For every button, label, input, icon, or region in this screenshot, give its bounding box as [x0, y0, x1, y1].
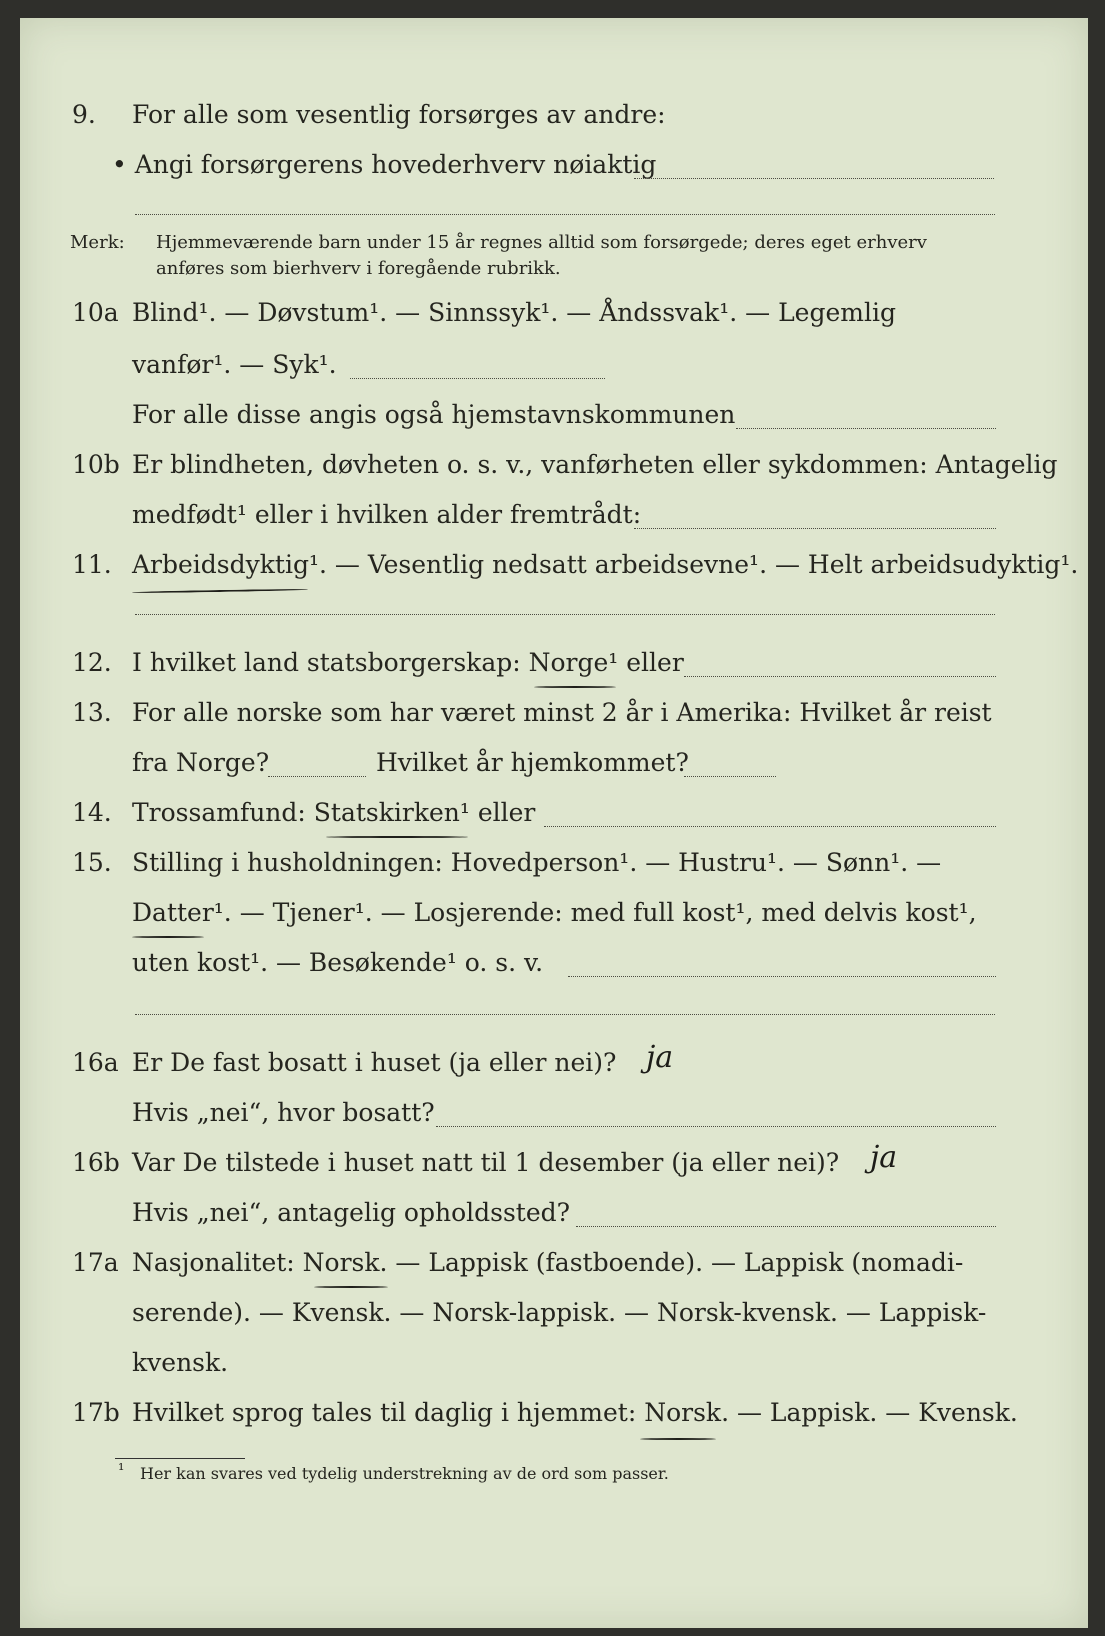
q17a-text-2: serende). — Kvensk. — Norsk-lappisk. — Norsk-kvensk. — Lappisk-	[132, 1298, 987, 1327]
q16a-line-2	[20, 1098, 1088, 1138]
q10a-text-1: Blind¹. — Døvstum¹. — Sinnssyk¹. — Åndssvak¹. — Legemlig	[132, 298, 896, 327]
q16a-line-1	[20, 1040, 1088, 1088]
q13-text-2b: Hvilket år hjemkommet?	[376, 748, 689, 777]
q10a-number: 10a	[72, 298, 119, 327]
q9-line-1	[20, 100, 1088, 140]
footnote	[20, 1460, 1088, 1504]
q16b-number: 16b	[72, 1148, 120, 1177]
q16b-text-1: Var De tilstede i huset natt til 1 desember (ja eller nei)?	[132, 1148, 840, 1177]
merk-line-2	[20, 258, 1088, 298]
q11-number: 11.	[72, 550, 112, 579]
q10a-text-2: vanfør¹. — Syk¹.	[132, 350, 337, 379]
q9-line-2	[20, 150, 1088, 190]
q17b-line-1	[20, 1398, 1088, 1438]
q13-text-2a: fra Norge?	[132, 748, 270, 777]
q10b-line-1	[20, 450, 1088, 490]
q13-line-1	[20, 698, 1088, 738]
q13-departure-year-field[interactable]	[268, 776, 366, 777]
q10a-line-3	[20, 400, 1088, 440]
q10b-text-1: Er blindheten, døvheten o. s. v., vanførheten eller sykdommen: Antagelig	[132, 450, 1058, 479]
q16b-whereabouts-field[interactable]	[576, 1226, 996, 1227]
q17b-handwritten-underline	[640, 1438, 716, 1440]
q10b-line-2	[20, 500, 1088, 540]
q15-line-1	[20, 848, 1088, 888]
q13-number: 13.	[72, 698, 112, 727]
q10b-answer-field[interactable]	[634, 528, 996, 529]
footnote-text: Her kan svares ved tydelig understrekning av de ord som passer.	[140, 1464, 669, 1483]
q13-line-2	[20, 748, 1088, 788]
q14-text-1: Trossamfund: Statskirken¹ eller	[132, 798, 536, 827]
q17a-line-3	[20, 1348, 1088, 1388]
q17a-number: 17a	[72, 1248, 119, 1277]
q9-text-1: For alle som vesentlig forsørges av andre:	[132, 100, 666, 129]
footnote-mark: ¹	[118, 1460, 125, 1479]
q9-extra-field[interactable]	[135, 214, 995, 215]
q14-answer-field[interactable]	[544, 826, 996, 827]
q13-return-year-field[interactable]	[684, 776, 776, 777]
q15-text-3: uten kost¹. — Besøkende¹ o. s. v.	[132, 948, 544, 977]
q12-text-1: I hvilket land statsborgerskap: Norge¹ eller	[132, 648, 684, 677]
q9-text-2: • Angi forsørgerens hovederhverv nøiaktig	[112, 150, 657, 179]
merk-text-2: anføres som bierhverv i foregående rubrikk.	[156, 258, 561, 279]
q17a-handwritten-underline	[314, 1286, 388, 1288]
q14-handwritten-underline	[326, 836, 468, 838]
q14-number: 14.	[72, 798, 112, 827]
q15-text-1: Stilling i husholdningen: Hovedperson¹. — Hustru¹. — Sønn¹. —	[132, 848, 942, 877]
q17a-text-1: Nasjonalitet: Norsk. — Lappisk (fastboende). — Lappisk (nomadi-	[132, 1248, 964, 1277]
q10b-number: 10b	[72, 450, 120, 479]
q16b-text-2: Hvis „nei“, antagelig opholdssted?	[132, 1198, 571, 1227]
q11-extra-field[interactable]	[135, 614, 995, 615]
q16a-residence-field[interactable]	[436, 1126, 996, 1127]
q16a-number: 16a	[72, 1048, 119, 1077]
q14-line-1	[20, 798, 1088, 838]
q10a-answer-field[interactable]	[350, 378, 605, 379]
q10b-text-2: medfødt¹ eller i hvilken alder fremtrådt:	[132, 500, 642, 529]
q16a-handwritten-answer[interactable]: ja	[646, 1040, 674, 1075]
q12-answer-field[interactable]	[684, 676, 996, 677]
q12-line-1	[20, 648, 1088, 688]
q13-text-1: For alle norske som har været minst 2 år i Amerika: Hvilket år reist	[132, 698, 992, 727]
footnote-rule	[115, 1458, 245, 1459]
q15-text-2: Datter¹. — Tjener¹. — Losjerende: med full kost¹, med delvis kost¹,	[132, 898, 977, 927]
q15-number: 15.	[72, 848, 112, 877]
q15-line-3	[20, 948, 1088, 988]
q12-handwritten-underline	[534, 686, 616, 688]
q10a-line-2	[20, 350, 1088, 390]
q16a-text-1: Er De fast bosatt i huset (ja eller nei)?	[132, 1048, 617, 1077]
census-form-page	[20, 18, 1088, 1628]
q10a-line-1	[20, 298, 1088, 338]
q16a-text-2: Hvis „nei“, hvor bosatt?	[132, 1098, 435, 1127]
q17b-text-1: Hvilket sprog tales til daglig i hjemmet: Norsk. — Lappisk. — Kvensk.	[132, 1398, 1018, 1427]
q15-answer-field[interactable]	[568, 976, 996, 977]
q15-handwritten-underline	[132, 936, 204, 938]
q10a-text-3: For alle disse angis også hjemstavnskommunen	[132, 400, 736, 429]
q17b-number: 17b	[72, 1398, 120, 1427]
q16b-handwritten-answer[interactable]: ja	[870, 1140, 898, 1175]
q11-line-1	[20, 550, 1088, 590]
q9-number: 9.	[72, 100, 96, 129]
q15-line-2	[20, 898, 1088, 938]
q16b-line-1	[20, 1140, 1088, 1188]
q9-answer-field[interactable]	[634, 178, 994, 179]
q17a-line-2	[20, 1298, 1088, 1338]
merk-text-1: Hjemmeværende barn under 15 år regnes alltid som forsørgede; deres eget erhverv	[156, 232, 927, 253]
q15-extra-field[interactable]	[135, 1014, 995, 1015]
q12-number: 12.	[72, 648, 112, 677]
q10a-hometown-field[interactable]	[736, 428, 996, 429]
q17a-text-3: kvensk.	[132, 1348, 229, 1377]
q11-text-1: Arbeidsdyktig¹. — Vesentlig nedsatt arbeidsevne¹. — Helt arbeidsudyktig¹.	[132, 550, 1079, 579]
merk-label: Merk:	[70, 232, 125, 253]
q16b-line-2	[20, 1198, 1088, 1238]
q17a-line-1	[20, 1248, 1088, 1288]
